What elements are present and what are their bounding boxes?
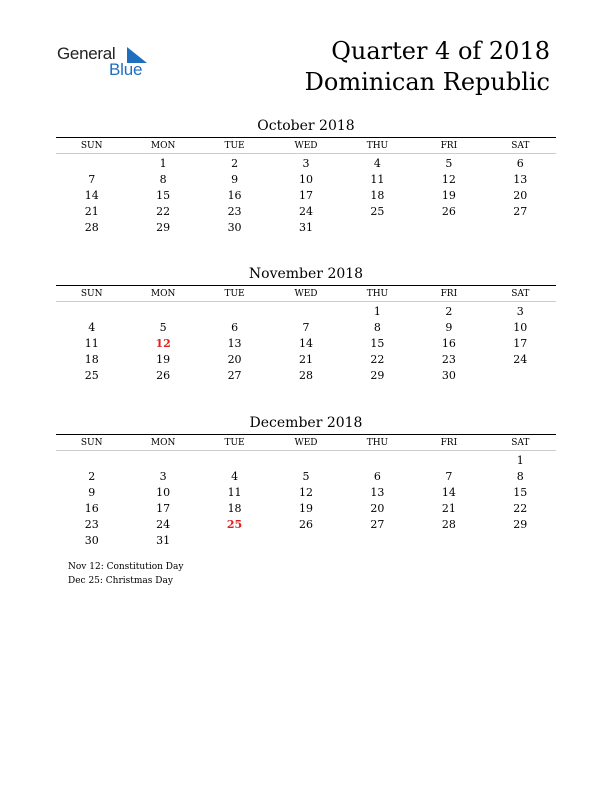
empty-day-cell [199, 304, 270, 320]
day-cell: 4 [88, 321, 96, 334]
day-cell: 3 [302, 157, 310, 170]
empty-day-cell [342, 533, 413, 549]
day-cell: 12 [298, 486, 313, 499]
day-cell: 3 [516, 305, 524, 318]
weekday-label: MON [127, 287, 198, 302]
day-cell: 9 [231, 173, 239, 186]
day-cell: 1 [159, 157, 167, 170]
empty-day-cell [342, 453, 413, 469]
day-cell: 19 [441, 189, 456, 202]
day-cell: 14 [441, 486, 456, 499]
day-cell: 25 [84, 369, 99, 382]
day-cell: 30 [227, 221, 242, 234]
weekday-header [56, 286, 556, 302]
empty-day-cell [56, 304, 127, 320]
day-cell: 28 [298, 369, 313, 382]
empty-day-cell [56, 156, 127, 172]
day-cell: 10 [156, 486, 171, 499]
day-cell: 19 [156, 353, 171, 366]
day-cell: 14 [298, 337, 313, 350]
day-cell: 27 [370, 518, 385, 531]
day-cell: 6 [516, 157, 524, 170]
day-cell: 18 [370, 189, 385, 202]
day-cell: 29 [370, 369, 385, 382]
day-cell: 6 [373, 470, 381, 483]
day-cell: 15 [513, 486, 528, 499]
month-title: December 2018 [249, 415, 363, 431]
day-cell: 15 [370, 337, 385, 350]
day-cell: 21 [298, 353, 313, 366]
day-cell: 25 [370, 205, 385, 218]
day-cell: 23 [227, 205, 242, 218]
day-cell: 6 [231, 321, 239, 334]
day-cell: 13 [370, 486, 385, 499]
day-cell: 22 [370, 353, 385, 366]
weekday-header [56, 435, 556, 451]
day-cell: 3 [159, 470, 167, 483]
day-cell: 16 [441, 337, 456, 350]
day-cell: 8 [159, 173, 167, 186]
logo-text-general: General [57, 44, 116, 63]
weekday-label: FRI [413, 436, 484, 451]
weekday-label: TUE [199, 139, 270, 154]
day-cell: 20 [513, 189, 528, 202]
day-cell: 31 [156, 534, 171, 547]
empty-day-cell [270, 304, 341, 320]
day-cell: 28 [84, 221, 99, 234]
day-grid [56, 304, 556, 384]
weekday-label: THU [342, 287, 413, 302]
weekday-label: SUN [56, 139, 127, 154]
weekday-label: SUN [56, 287, 127, 302]
weekday-label: FRI [413, 139, 484, 154]
weekday-label: SUN [56, 436, 127, 451]
day-cell: 7 [302, 321, 310, 334]
month-november [56, 264, 556, 384]
day-cell: 23 [441, 353, 456, 366]
weekday-label: FRI [413, 287, 484, 302]
weekday-label: WED [270, 287, 341, 302]
empty-day-cell [270, 533, 341, 549]
empty-day-cell [199, 533, 270, 549]
day-cell: 30 [441, 369, 456, 382]
holiday-day-cell: 25 [226, 518, 243, 531]
day-cell: 31 [298, 221, 313, 234]
empty-day-cell [127, 453, 198, 469]
day-cell: 1 [516, 454, 524, 467]
day-cell: 22 [513, 502, 528, 515]
day-cell: 13 [227, 337, 242, 350]
day-cell: 10 [298, 173, 313, 186]
day-cell: 9 [445, 321, 453, 334]
day-cell: 26 [298, 518, 313, 531]
empty-day-cell [127, 304, 198, 320]
day-cell: 24 [298, 205, 313, 218]
empty-day-cell [485, 368, 556, 384]
empty-day-cell [413, 453, 484, 469]
day-cell: 29 [156, 221, 171, 234]
day-cell: 13 [513, 173, 528, 186]
empty-day-cell [413, 220, 484, 236]
day-cell: 12 [441, 173, 456, 186]
day-cell: 2 [445, 305, 453, 318]
day-cell: 16 [84, 502, 99, 515]
holiday-note: Nov 12: Constitution Day [68, 562, 184, 572]
month-title: November 2018 [248, 266, 364, 282]
page-title [305, 36, 550, 98]
day-cell: 28 [441, 518, 456, 531]
day-cell: 21 [441, 502, 456, 515]
month-december [56, 413, 556, 549]
day-cell: 5 [159, 321, 167, 334]
day-grid [56, 156, 556, 236]
weekday-label: TUE [199, 436, 270, 451]
title-quarter: Quarter 4 of 2018 [331, 37, 550, 65]
holiday-notes [68, 560, 183, 588]
weekday-label: THU [342, 436, 413, 451]
day-cell: 2 [88, 470, 96, 483]
empty-day-cell [342, 220, 413, 236]
day-cell: 20 [370, 502, 385, 515]
day-cell: 29 [513, 518, 528, 531]
weekday-label: MON [127, 436, 198, 451]
empty-day-cell [485, 220, 556, 236]
day-cell: 24 [513, 353, 528, 366]
day-cell: 27 [227, 369, 242, 382]
day-cell: 1 [373, 305, 381, 318]
month-october [56, 116, 556, 236]
day-cell: 10 [513, 321, 528, 334]
day-cell: 21 [84, 205, 99, 218]
logo-text-blue: Blue [109, 60, 143, 79]
day-cell: 26 [156, 369, 171, 382]
day-cell: 4 [231, 470, 239, 483]
day-cell: 2 [231, 157, 239, 170]
day-cell: 17 [298, 189, 313, 202]
weekday-label: MON [127, 139, 198, 154]
generalblue-logo [57, 44, 167, 84]
weekday-label: SAT [485, 139, 556, 154]
day-cell: 4 [373, 157, 381, 170]
day-cell: 7 [445, 470, 453, 483]
day-cell: 18 [227, 502, 242, 515]
weekday-label: SAT [485, 436, 556, 451]
day-cell: 5 [445, 157, 453, 170]
weekday-header [56, 138, 556, 154]
title-country: Dominican Republic [304, 68, 550, 96]
holiday-day-cell: 12 [155, 337, 171, 350]
day-cell: 15 [156, 189, 171, 202]
holiday-note: Dec 25: Christmas Day [68, 576, 173, 586]
day-cell: 23 [84, 518, 99, 531]
day-cell: 24 [156, 518, 171, 531]
day-cell: 7 [88, 173, 96, 186]
day-cell: 18 [84, 353, 99, 366]
month-title: October 2018 [257, 118, 355, 134]
day-cell: 11 [227, 486, 242, 499]
empty-day-cell [485, 533, 556, 549]
day-cell: 17 [156, 502, 171, 515]
day-cell: 26 [441, 205, 456, 218]
day-cell: 16 [227, 189, 242, 202]
empty-day-cell [56, 453, 127, 469]
day-cell: 17 [513, 337, 528, 350]
day-cell: 22 [156, 205, 171, 218]
weekday-label: WED [270, 139, 341, 154]
day-grid [56, 453, 556, 549]
weekday-label: TUE [199, 287, 270, 302]
day-cell: 11 [370, 173, 385, 186]
day-cell: 8 [516, 470, 524, 483]
day-cell: 27 [513, 205, 528, 218]
weekday-label: WED [270, 436, 341, 451]
day-cell: 30 [84, 534, 99, 547]
day-cell: 8 [373, 321, 381, 334]
day-cell: 14 [84, 189, 99, 202]
day-cell: 11 [84, 337, 99, 350]
day-cell: 5 [302, 470, 310, 483]
day-cell: 19 [298, 502, 313, 515]
weekday-label: SAT [485, 287, 556, 302]
empty-day-cell [270, 453, 341, 469]
weekday-label: THU [342, 139, 413, 154]
empty-day-cell [413, 533, 484, 549]
day-cell: 9 [88, 486, 96, 499]
empty-day-cell [199, 453, 270, 469]
day-cell: 20 [227, 353, 242, 366]
